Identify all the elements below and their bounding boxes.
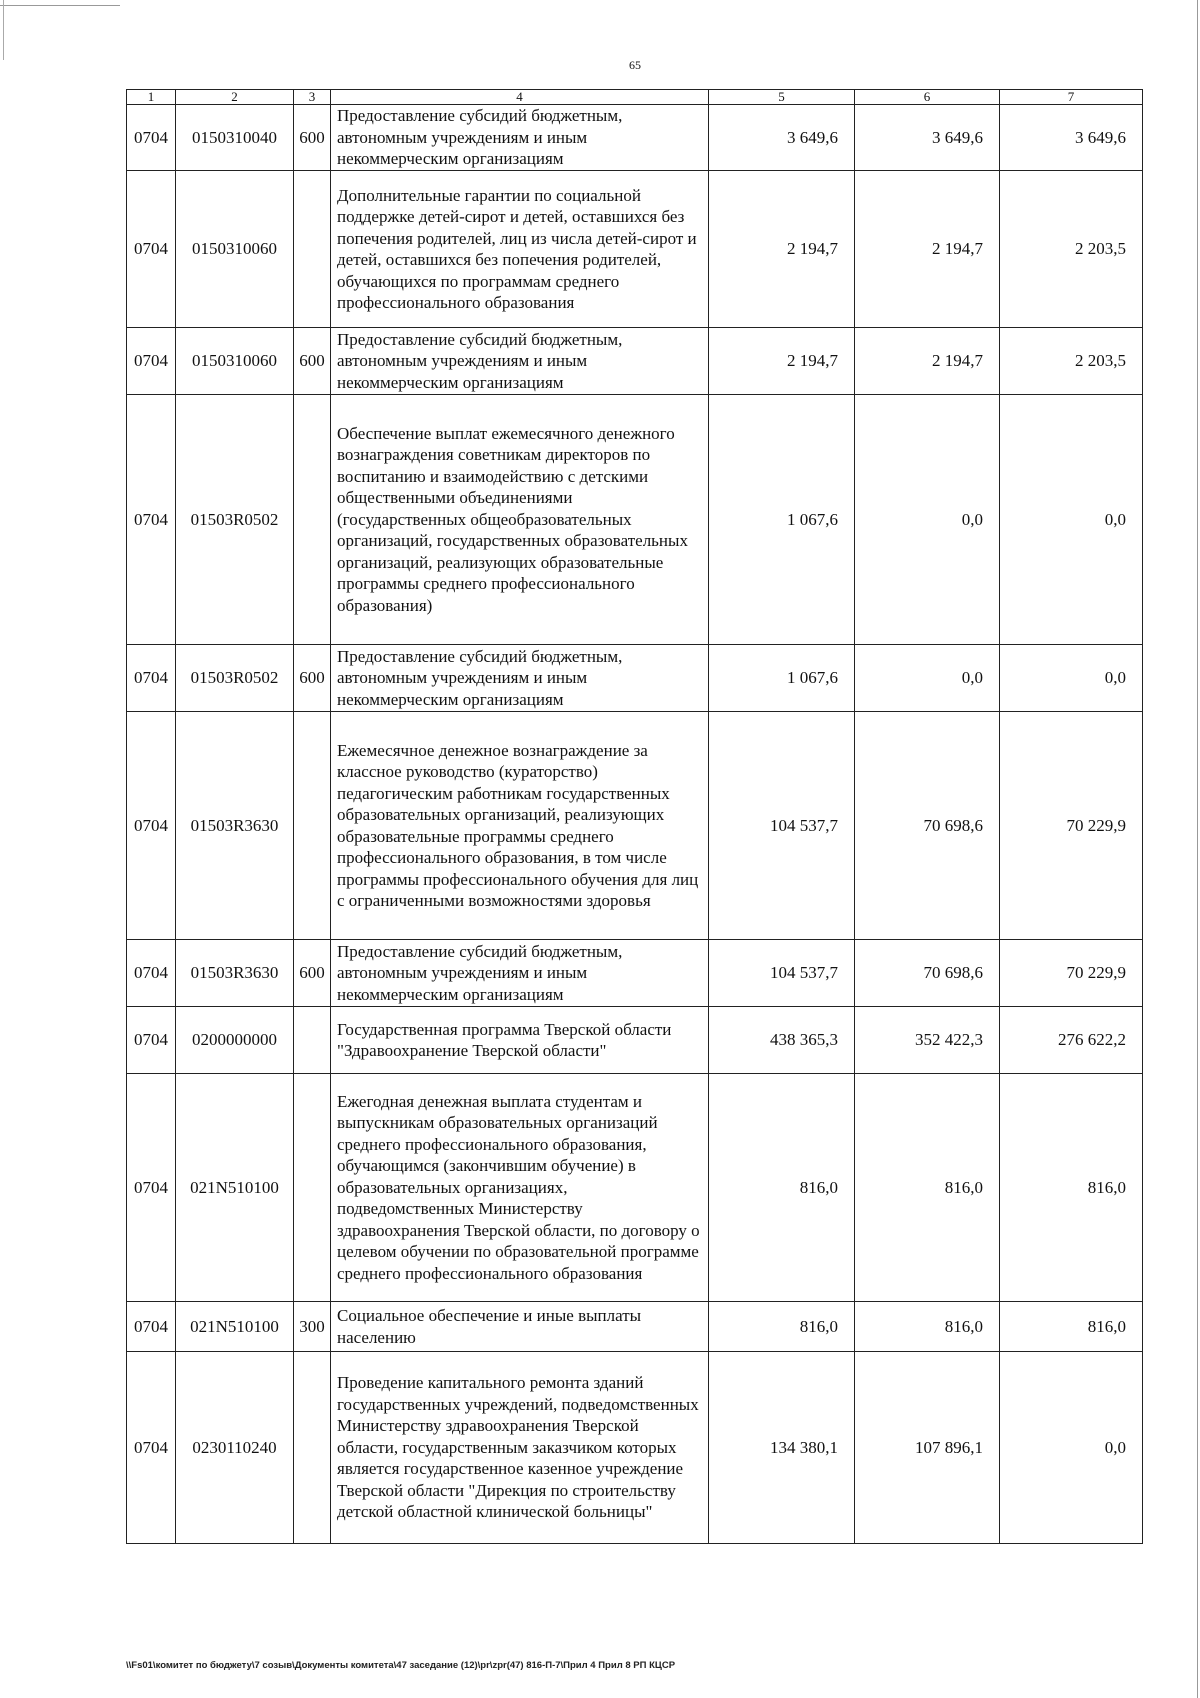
expense-type-cell xyxy=(294,395,331,645)
value-cell-5: 1 067,6 xyxy=(709,395,855,645)
value-cell-6: 2 194,7 xyxy=(855,328,1000,395)
target-code-cell: 021N510100 xyxy=(176,1302,294,1352)
name-cell: Ежегодная денежная выплата студентам и выпускникам образовательных организаций среднего профессионального образования, обучающимся (закончившим обучение) в образовательных организациях, подведомственных Министерству здравоохранения Тверской области, по договору о целевом обучении по образовательной программе среднего профессионального образования xyxy=(331,1074,709,1302)
target-code-cell: 01503R3630 xyxy=(176,940,294,1007)
value-cell-5: 3 649,6 xyxy=(709,105,855,171)
header-col-4: 4 xyxy=(331,90,709,105)
header-col-7: 7 xyxy=(1000,90,1143,105)
target-code-cell: 01503R0502 xyxy=(176,395,294,645)
value-cell-5: 104 537,7 xyxy=(709,940,855,1007)
section-cell: 0704 xyxy=(127,328,176,395)
value-cell-7: 816,0 xyxy=(1000,1302,1143,1352)
expense-type-cell: 600 xyxy=(294,105,331,171)
value-cell-7: 0,0 xyxy=(1000,645,1143,712)
value-cell-5: 2 194,7 xyxy=(709,171,855,328)
name-cell: Предоставление субсидий бюджетным, автономным учреждениям и иным некоммерческим организациям xyxy=(331,328,709,395)
value-cell-7: 276 622,2 xyxy=(1000,1007,1143,1074)
table-row xyxy=(127,1074,1143,1302)
value-cell-7: 816,0 xyxy=(1000,1074,1143,1302)
section-cell: 0704 xyxy=(127,940,176,1007)
value-cell-7: 3 649,6 xyxy=(1000,105,1143,171)
table-row xyxy=(127,328,1143,395)
table-row xyxy=(127,1007,1143,1074)
name-cell: Проведение капитального ремонта зданий государственных учреждений, подведомственных Министерству здравоохранения Тверской области, государственным заказчиком которых является государственное казенное учреждение Тверской области "Дирекция по строительству детской областной клинической больницы" xyxy=(331,1352,709,1544)
value-cell-5: 1 067,6 xyxy=(709,645,855,712)
value-cell-6: 2 194,7 xyxy=(855,171,1000,328)
value-cell-5: 134 380,1 xyxy=(709,1352,855,1544)
section-cell: 0704 xyxy=(127,1007,176,1074)
value-cell-7: 0,0 xyxy=(1000,1352,1143,1544)
page-number: 65 xyxy=(629,58,641,72)
value-cell-5: 816,0 xyxy=(709,1074,855,1302)
name-cell: Социальное обеспечение и иные выплаты населению xyxy=(331,1302,709,1352)
value-cell-6: 0,0 xyxy=(855,645,1000,712)
name-cell: Дополнительные гарантии по социальной поддержке детей-сирот и детей, оставшихся без попечения родителей, лиц из числа детей-сирот и детей, оставшихся без попечения родителей, обучающихся по программам среднего профессионального образования xyxy=(331,171,709,328)
section-cell: 0704 xyxy=(127,1352,176,1544)
expense-type-cell: 600 xyxy=(294,645,331,712)
section-cell: 0704 xyxy=(127,1074,176,1302)
value-cell-7: 70 229,9 xyxy=(1000,712,1143,940)
value-cell-6: 70 698,6 xyxy=(855,712,1000,940)
value-cell-6: 3 649,6 xyxy=(855,105,1000,171)
table-header-row xyxy=(127,90,1143,105)
target-code-cell: 01503R3630 xyxy=(176,712,294,940)
section-cell: 0704 xyxy=(127,645,176,712)
table-row xyxy=(127,712,1143,940)
target-code-cell: 0150310060 xyxy=(176,328,294,395)
table-row xyxy=(127,395,1143,645)
target-code-cell: 01503R0502 xyxy=(176,645,294,712)
expense-type-cell: 600 xyxy=(294,940,331,1007)
name-cell: Предоставление субсидий бюджетным, автономным учреждениям и иным некоммерческим организациям xyxy=(331,645,709,712)
section-cell: 0704 xyxy=(127,395,176,645)
header-col-3: 3 xyxy=(294,90,331,105)
target-code-cell: 0230110240 xyxy=(176,1352,294,1544)
header-col-1: 1 xyxy=(127,90,176,105)
expense-type-cell xyxy=(294,1352,331,1544)
name-cell: Ежемесячное денежное вознаграждение за классное руководство (кураторство) педагогическим работникам государственных образовательных организаций, реализующих образовательные программы среднего профессионального образования, в том числе программы профессионального обучения для лиц с ограниченными возможностями здоровья xyxy=(331,712,709,940)
value-cell-7: 2 203,5 xyxy=(1000,328,1143,395)
table-row xyxy=(127,645,1143,712)
table-row xyxy=(127,940,1143,1007)
value-cell-7: 2 203,5 xyxy=(1000,171,1143,328)
value-cell-6: 816,0 xyxy=(855,1074,1000,1302)
value-cell-6: 352 422,3 xyxy=(855,1007,1000,1074)
value-cell-5: 104 537,7 xyxy=(709,712,855,940)
value-cell-6: 0,0 xyxy=(855,395,1000,645)
value-cell-5: 2 194,7 xyxy=(709,328,855,395)
expense-type-cell xyxy=(294,712,331,940)
value-cell-5: 438 365,3 xyxy=(709,1007,855,1074)
value-cell-6: 816,0 xyxy=(855,1302,1000,1352)
section-cell: 0704 xyxy=(127,1302,176,1352)
section-cell: 0704 xyxy=(127,171,176,328)
name-cell: Обеспечение выплат ежемесячного денежного вознаграждения советникам директоров по воспитанию и взаимодействию с детскими общественными объединениями (государственных общеобразовательных организаций, государственных образовательных организаций, реализующих образовательные программы среднего профессионального образования) xyxy=(331,395,709,645)
target-code-cell: 0150310060 xyxy=(176,171,294,328)
section-cell: 0704 xyxy=(127,105,176,171)
value-cell-7: 70 229,9 xyxy=(1000,940,1143,1007)
scan-edge-top xyxy=(0,5,120,6)
table-row xyxy=(127,1352,1143,1544)
header-col-6: 6 xyxy=(855,90,1000,105)
header-col-5: 5 xyxy=(709,90,855,105)
scan-edge-left xyxy=(3,0,4,60)
target-code-cell: 021N510100 xyxy=(176,1074,294,1302)
value-cell-6: 107 896,1 xyxy=(855,1352,1000,1544)
budget-table xyxy=(126,89,1143,1544)
table-row xyxy=(127,105,1143,171)
name-cell: Предоставление субсидий бюджетным, автономным учреждениям и иным некоммерческим организациям xyxy=(331,105,709,171)
expense-type-cell xyxy=(294,171,331,328)
file-path-footer: \\Fs01\комитет по бюджету\7 созыв\Документы комитета\47 заседание (12)\pr\zpr(47) 816-П-7\Прил 4 Прил 8 РП КЦСР xyxy=(126,1660,676,1671)
value-cell-7: 0,0 xyxy=(1000,395,1143,645)
section-cell: 0704 xyxy=(127,712,176,940)
name-cell: Предоставление субсидий бюджетным, автономным учреждениям и иным некоммерческим организациям xyxy=(331,940,709,1007)
value-cell-6: 70 698,6 xyxy=(855,940,1000,1007)
table-row xyxy=(127,1302,1143,1352)
target-code-cell: 0150310040 xyxy=(176,105,294,171)
table-row xyxy=(127,171,1143,328)
expense-type-cell: 300 xyxy=(294,1302,331,1352)
header-col-2: 2 xyxy=(176,90,294,105)
expense-type-cell xyxy=(294,1074,331,1302)
name-cell: Государственная программа Тверской области "Здравоохранение Тверской области" xyxy=(331,1007,709,1074)
value-cell-5: 816,0 xyxy=(709,1302,855,1352)
expense-type-cell xyxy=(294,1007,331,1074)
expense-type-cell: 600 xyxy=(294,328,331,395)
target-code-cell: 0200000000 xyxy=(176,1007,294,1074)
scan-edge-right xyxy=(1197,0,1198,1698)
